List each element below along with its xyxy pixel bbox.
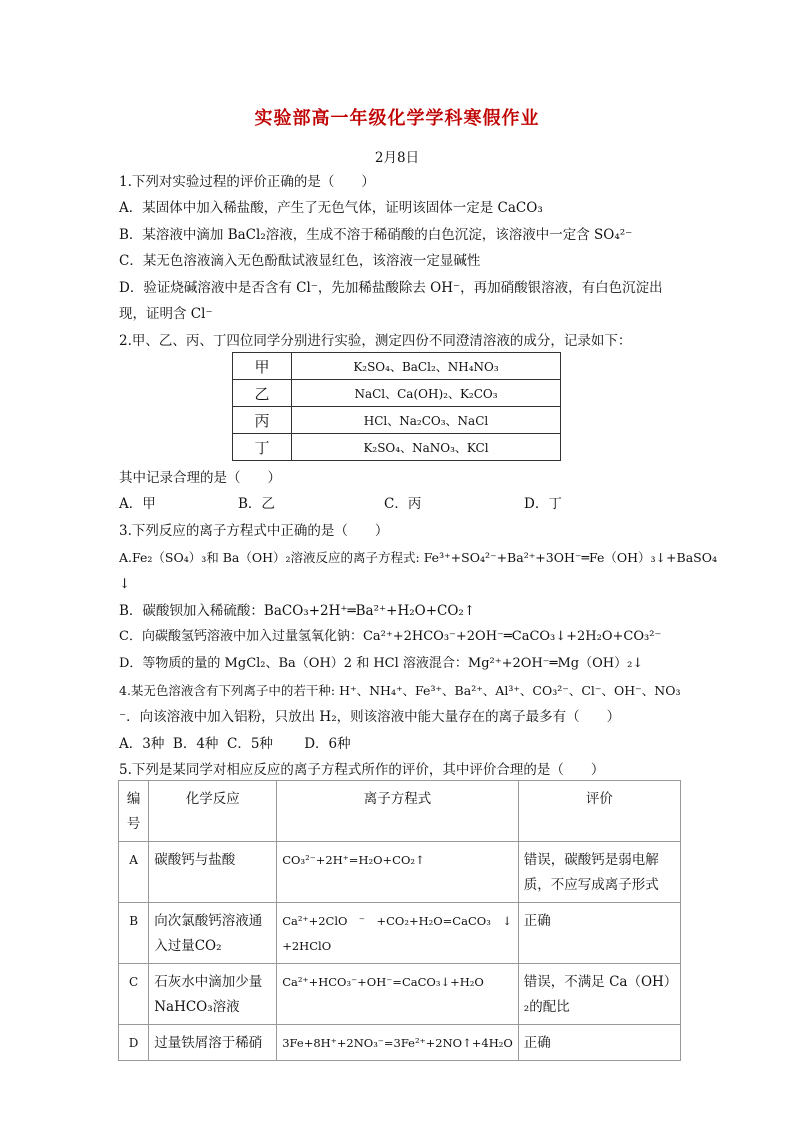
table-row — [233, 407, 561, 434]
student-name: 甲 — [233, 353, 292, 380]
table-row — [119, 964, 681, 1025]
row-equation: Ca²⁺+HCO₃⁻+OH⁻=CaCO₃↓+H₂O — [277, 964, 519, 1025]
q3-option-a: A.Fe₂（SO₄）₃和 Ba（OH）₂溶液反应的离子方程式: Fe³⁺+SO₄²⁻+Ba²⁺+3OH⁻═Fe（OH）₃↓+BaSO₄ — [119, 550, 717, 565]
q5-evaluation-table — [118, 780, 681, 1061]
row-equation: CO₃²⁻+2H⁺=H₂O+CO₂↑ — [277, 842, 519, 903]
header-reaction: 化学反应 — [149, 781, 277, 842]
row-reaction: 碳酸钙与盐酸 — [149, 842, 277, 903]
q1-option-a: A．某固体中加入稀盐酸，产生了无色气体，证明该固体一定是 CaCO₃ — [119, 200, 543, 216]
table-row — [233, 353, 561, 380]
header-id: 编号 — [119, 781, 149, 842]
table-row — [119, 903, 681, 964]
student-name: 乙 — [233, 380, 292, 407]
q4-options: A．3种 B．4种 C．5种 D．6种 — [119, 736, 351, 752]
student-name: 丁 — [233, 434, 292, 461]
q3-stem: 3.下列反应的离子方程式中正确的是（ ） — [119, 523, 389, 539]
q3-option-c: C．向碳酸氢钙溶液中加入过量氢氧化钠：Ca²⁺+2HCO₃⁻+2OH⁻═CaCO₃↓+2H₂O+CO₃²⁻ — [119, 629, 662, 644]
row-reaction: 石灰水中滴加少量NaHCO₃溶液 — [149, 964, 277, 1025]
q2-option-c: C．丙 — [384, 496, 422, 512]
solution-components: HCl、Na₂CO₃、NaCl — [292, 407, 561, 434]
q2-stem: 2.甲、乙、丙、丁四位同学分别进行实验，测定四份不同澄清溶液的成分，记录如下： — [119, 333, 632, 349]
row-reaction: 过量铁屑溶于稀硝 — [149, 1025, 277, 1061]
q1-option-b: B．某溶液中滴加 BaCl₂溶液，生成不溶于稀硝酸的白色沉淀，该溶液中一定含 SO₄²⁻ — [119, 227, 633, 243]
row-equation: 3Fe+8H⁺+2NO₃⁻=3Fe²⁺+2NO↑+4H₂O — [277, 1025, 519, 1061]
q3-option-d: D．等物质的量的 MgCl₂、Ba（OH）2 和 HCl 溶液混合：Mg²⁺+2OH⁻═Mg（OH）₂↓ — [119, 656, 644, 671]
student-name: 丙 — [233, 407, 292, 434]
q2-option-d: D．丁 — [524, 496, 562, 512]
row-id: B — [119, 903, 149, 964]
q1-option-d: D．验证烧碱溶液中是否含有 Cl⁻，先加稀盐酸除去 OH⁻，再加硝酸银溶液，有白色沉淀出 — [119, 280, 663, 296]
q4-stem-cont: ⁻．向该溶液中加入铝粉，只放出 H₂，则该溶液中能大量存在的离子最多有（ ） — [119, 709, 621, 725]
q4-stem: 4.某无色溶液含有下列离子中的若干种: H⁺、NH₄⁺、Fe³⁺、Ba²⁺、Al³⁺、CO₃²⁻、Cl⁻、OH⁻、NO₃ — [119, 683, 681, 698]
row-id: D — [119, 1025, 149, 1061]
row-id: C — [119, 964, 149, 1025]
solution-components: K₂SO₄、NaNO₃、KCl — [292, 434, 561, 461]
q1-option-d-cont: 现，证明含 Cl⁻ — [119, 306, 213, 322]
q2-option-a: A．甲 — [119, 496, 156, 512]
table-row — [119, 1025, 681, 1061]
row-comment: 错误，不满足 Ca（OH）₂的配比 — [518, 964, 680, 1025]
q3-option-b: B．碳酸钡加入稀硫酸：BaCO₃+2H⁺═Ba²⁺+H₂O+CO₂↑ — [119, 603, 476, 619]
header-equation: 离子方程式 — [277, 781, 519, 842]
table-row — [119, 842, 681, 903]
q2-record-table — [232, 352, 561, 461]
table-header-row — [119, 781, 681, 842]
solution-components: NaCl、Ca(OH)₂、K₂CO₃ — [292, 380, 561, 407]
date-label: 2月8日 — [374, 150, 420, 166]
q2-question: 其中记录合理的是（ ） — [119, 470, 281, 486]
solution-components: K₂SO₄、BaCl₂、NH₄NO₃ — [292, 353, 561, 380]
q5-stem: 5.下列是某同学对相应反应的离子方程式所作的评价，其中评价合理的是（ ） — [119, 762, 605, 778]
row-id: A — [119, 842, 149, 903]
row-comment: 正确 — [518, 903, 680, 964]
q3-option-a-cont: ↓ — [119, 576, 131, 592]
q1-option-c: C．某无色溶液滴入无色酚酞试液显红色，该溶液一定显碱性 — [119, 253, 481, 269]
q1-stem: 1.下列对实验过程的评价正确的是（ ） — [119, 174, 375, 190]
table-row — [233, 434, 561, 461]
q2-option-b: B．乙 — [238, 496, 275, 512]
row-equation: Ca²⁺+2ClO ⁻ +CO₂+H₂O=CaCO₃ ↓ +2HClO — [277, 903, 519, 964]
row-comment: 正确 — [518, 1025, 680, 1061]
row-reaction: 向次氯酸钙溶液通入过量CO₂ — [149, 903, 277, 964]
row-comment: 错误，碳酸钙是弱电解质，不应写成离子形式 — [518, 842, 680, 903]
header-comment: 评价 — [518, 781, 680, 842]
table-row — [233, 380, 561, 407]
page-title: 实验部高一年级化学学科寒假作业 — [254, 108, 540, 129]
